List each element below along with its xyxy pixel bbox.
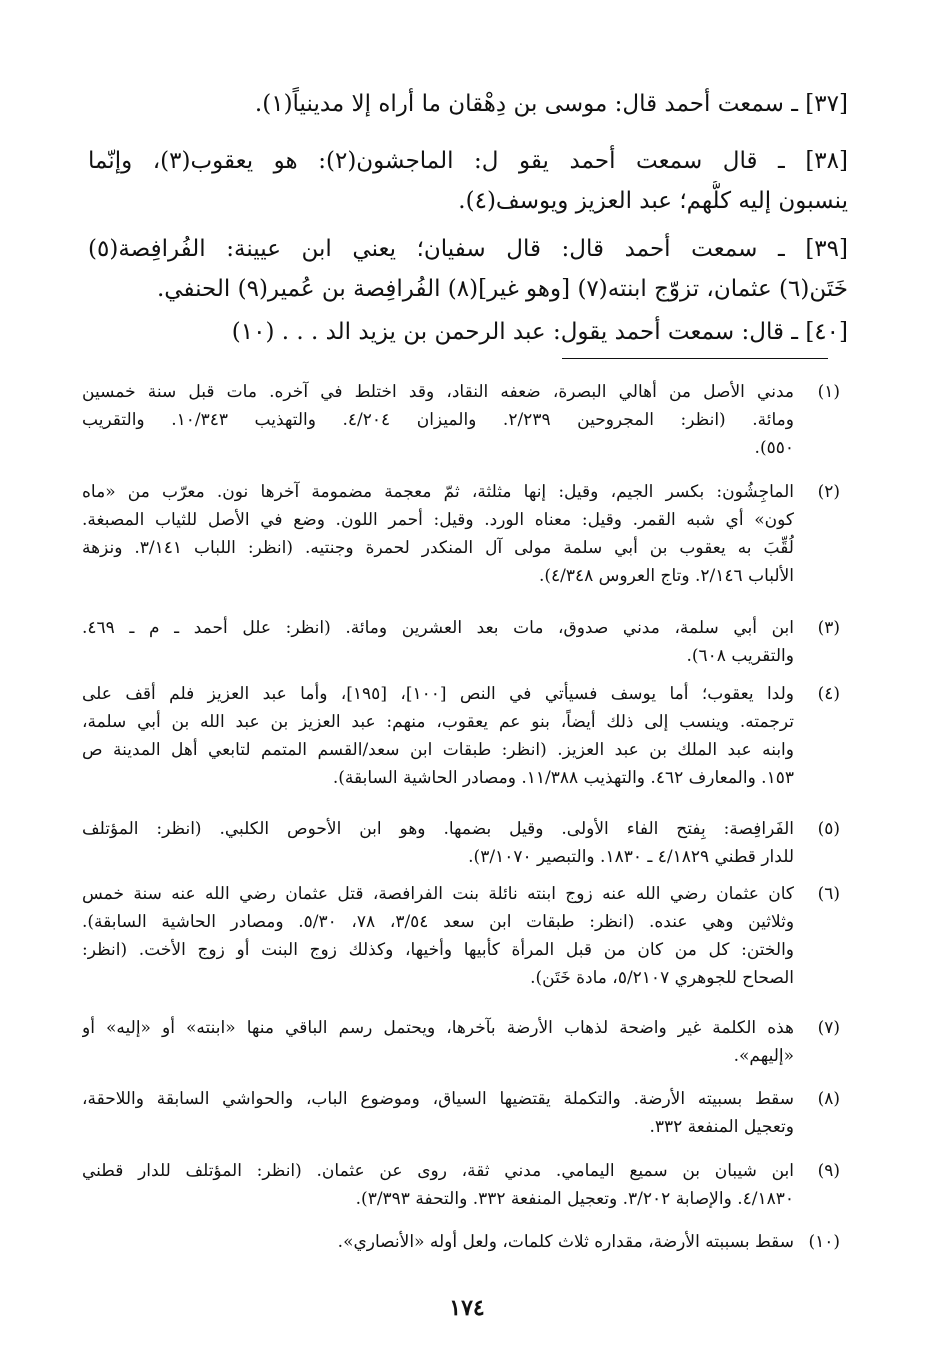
footnote-line: الألباب ٢/١٤٦. وتاج العروس ٤/٣٤٨). bbox=[538, 566, 794, 586]
footnote-line: ٥٥٠). bbox=[754, 438, 794, 458]
footnote-10 bbox=[82, 1228, 840, 1256]
footnote-4 bbox=[82, 680, 840, 792]
footnote-7 bbox=[82, 1014, 840, 1070]
footnote-number: (٥) bbox=[817, 819, 840, 839]
main-entry-40 bbox=[88, 312, 848, 352]
main-entry-37 bbox=[88, 84, 848, 124]
footnote-line: سقط بسبيته الأرضة. والتكملة يقتضيها السياق، وموضوع الباب، والحواشي السابقة واللاحقة، bbox=[82, 1089, 794, 1109]
footnote-number: (٣) bbox=[817, 618, 840, 638]
footnote-number: (٤) bbox=[817, 684, 840, 704]
footnote-line: والختن: كل من كان من قبل المرأة كأبيها وأخيها، وكذلك زوج البنت أو زوج الأخت. (انظر: bbox=[82, 940, 794, 960]
footnote-9 bbox=[82, 1157, 840, 1213]
footnote-line: الماجِشُون: بكسر الجيم، وقيل: إنها مثلثة، ثمّ معجمة مضمومة آخرها نون. معرّب من «ماه bbox=[82, 482, 794, 502]
footnote-line: لُقِّبَ به يعقوب بن أبي سلمة مولى آل المنكدر لحمرة وجنتيه. (انظر: اللباب ٣/١٤١. ونزهة bbox=[82, 538, 794, 558]
footnote-line: ابن أبي سلمة، مدني صدوق، مات بعد العشرين ومائة. (انظر: علل أحمد ـ م ـ ٤٦٩. bbox=[82, 618, 794, 638]
footnote-line: ٤/١٨٣٠. والإصابة ٣/٢٠٢. وتعجيل المنفعة ٣٣٢. والتحفة ٣/٣٩٣). bbox=[355, 1189, 794, 1209]
page-number: ١٧٤ bbox=[449, 1295, 485, 1321]
footnote-number: (١) bbox=[817, 382, 840, 402]
main-text-line: ينسبون إليه كلُّهم؛ عبد العزيز ويوسف(٤). bbox=[458, 188, 848, 214]
footnote-separator bbox=[562, 358, 828, 359]
footnote-2 bbox=[82, 478, 840, 590]
footnote-line: وابنه عبد الملك بن عبد العزيز. (انظر: طبقات ابن سعد/القسم المتمم لتابعي أهل المدينة ص bbox=[82, 740, 794, 760]
footnote-1 bbox=[82, 378, 840, 462]
footnote-line: «إليهم». bbox=[733, 1046, 794, 1066]
footnote-line: وتعجيل المنفعة ٣٣٢. bbox=[649, 1117, 794, 1137]
footnote-number: (٨) bbox=[817, 1089, 840, 1109]
footnote-line: وثلاثين وهي عنده. (انظر: طبقات ابن سعد ٣/٥٤، ٧٨، ٥/٣٠. ومصادر الحاشية السابقة). bbox=[82, 912, 794, 932]
footnote-line: ١٥٣. والمعارف ٤٦٢. والتهذيب ١١/٣٨٨. ومصادر الحاشية السابقة). bbox=[332, 768, 794, 788]
footnote-line: الفَرافِصة: بِفتح الفاء الأولى. وقيل بضمها. وهو ابن الأحوص الكلبي. (انظر: المؤتلف bbox=[82, 819, 794, 839]
footnote-number: (٩) bbox=[817, 1161, 840, 1181]
footnote-line: سقط بسببته الأرضة، مقداره ثلاث كلمات، ولعل أوله «الأنصاري». bbox=[337, 1232, 794, 1252]
footnote-5 bbox=[82, 815, 840, 871]
footnote-line: هذه الكلمة غير واضحة لذهاب الأرضة بآخرها، ويحتمل رسم الباقي منها «ابنته» أو «إليه» أو bbox=[82, 1018, 794, 1038]
footnote-line: مدني الأصل من أهالي البصرة، ضعفه النقاد، وقد اختلط في آخره. مات قبل سنة خمسين bbox=[82, 382, 794, 402]
footnote-line: ابن شيبان بن سميع اليمامي. مدني ثقة، روى عن عثمان. (انظر: المؤتلف للدار قطني bbox=[82, 1161, 794, 1181]
footnote-number: (١٠) bbox=[808, 1232, 840, 1252]
footnote-line: والتقريب ٦٠٨). bbox=[686, 646, 794, 666]
main-text-line: [٤٠] ـ قال: سمعت أحمد يقول: عبد الرحمن بن يزيد الد . . . (١٠) bbox=[231, 319, 848, 345]
main-text-line: خَتَن(٦) عثمان، تزوّج ابنته(٧) [وهو غير](٨) الفُرافِصة بن عُمير(٩) الحنفي. bbox=[156, 276, 848, 302]
footnote-number: (٦) bbox=[817, 884, 840, 904]
main-text-line: [٣٨] ـ قال سمعت أحمد يقو ل: الماجشون(٢): هو يعقوب(٣)، وإنّما bbox=[88, 148, 848, 174]
footnote-line: ومائة. (انظر: المجروحين ٢/٢٣٩. والميزان ٤/٢٠٤. والتهذيب ١٠/٣٤٣. والتقريب bbox=[82, 410, 794, 430]
main-entry-39 bbox=[88, 229, 848, 309]
footnote-line: كون» أي شبه القمر. وقيل: معناه الورد. وقيل: أحمر اللون. وضع في الأصل للثياب المصبغة. bbox=[82, 510, 794, 530]
main-text-line: [٣٩] ـ سمعت أحمد قال: قال سفيان؛ يعني ابن عيينة: الفُرافِصة(٥) bbox=[88, 236, 848, 262]
footnote-line: ولدا يعقوب؛ أما يوسف فسيأتي في النص [١٠٠]، [١٩٥]، وأما عبد العزيز فلم أقف على bbox=[82, 684, 794, 704]
footnote-line: ترجمته. وينسب إلى ذلك أيضاً، بنو عم يعقوب، منهم: عبد العزيز بن عبد الله بن أبي سلمة، bbox=[82, 712, 794, 732]
footnote-line: الصحاح للجوهري ٥/٢١٠٧، مادة خَتَن). bbox=[530, 968, 794, 988]
footnote-3 bbox=[82, 614, 840, 670]
footnote-number: (٧) bbox=[817, 1018, 840, 1038]
footnote-number: (٢) bbox=[817, 482, 840, 502]
footnote-8 bbox=[82, 1085, 840, 1141]
main-text-line: [٣٧] ـ سمعت أحمد قال: موسى بن دِهْقان ما أراه إلا مدينياً(١). bbox=[254, 91, 848, 117]
footnote-6 bbox=[82, 880, 840, 992]
footnote-line: للدار قطني ٤/١٨٢٩ ـ ١٨٣٠. والتبصير ٣/١٠٧٠). bbox=[468, 847, 794, 867]
main-entry-38 bbox=[88, 141, 848, 221]
footnote-line: كان عثمان رضي الله عنه زوج ابنته نائلة بنت الفرافصة، قتل عثمان رضي الله عنه سنة خمس bbox=[82, 884, 794, 904]
